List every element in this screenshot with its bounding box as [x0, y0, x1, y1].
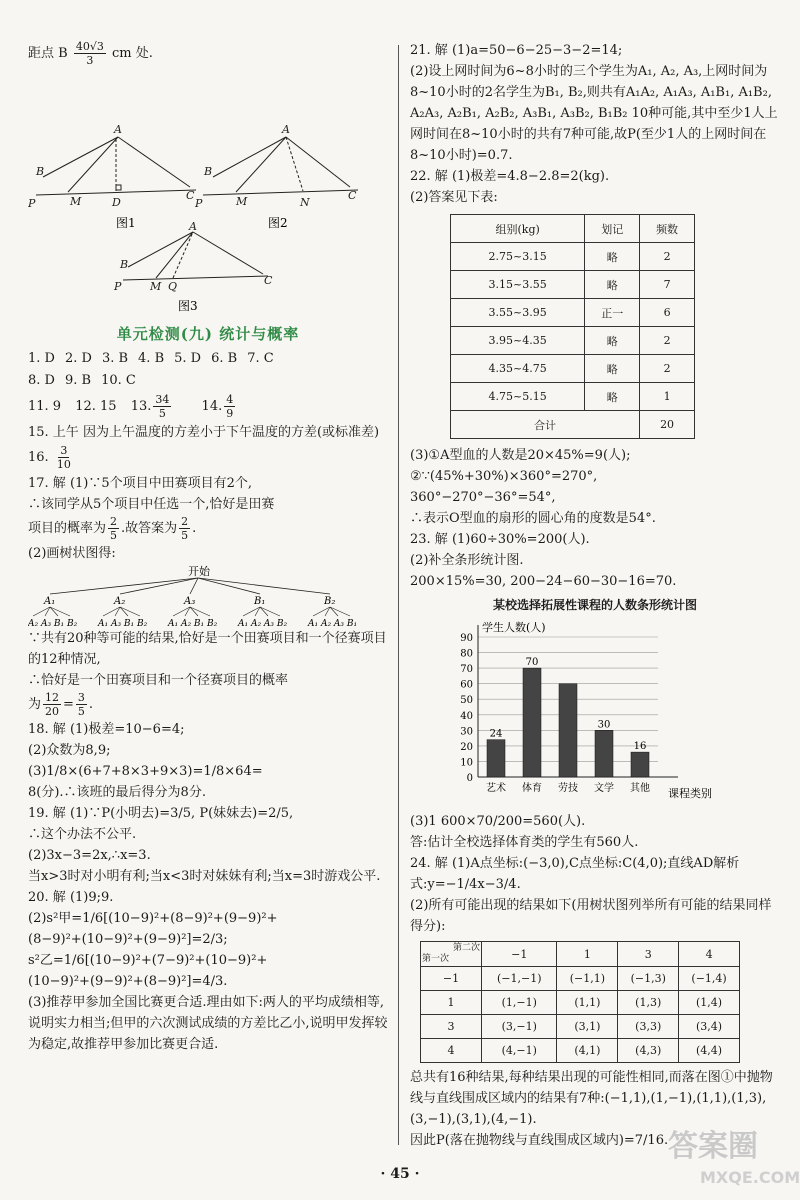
intro-text: 距点 B — [28, 46, 68, 61]
answer-item: 7. C — [247, 351, 274, 366]
frac-den: 3 — [86, 54, 94, 67]
q22-line4: ②∵(45%+30%)×360°=270°, — [410, 469, 598, 484]
section-title: 单元检测(九) 统计与概率 — [116, 325, 300, 343]
y-tick-label: 50 — [460, 695, 473, 707]
bar-value-label: 30 — [597, 719, 611, 731]
table-header: −1 — [482, 942, 557, 967]
bar-体育 — [523, 668, 541, 777]
q24-line4: 因此P(落在抛物线与直线围成区域内)=7/16. — [410, 1133, 669, 1148]
table-header: 1 — [557, 942, 618, 967]
bar-chart — [410, 617, 780, 807]
q20-line4: s²乙=1/6[(10−9)²+(7−9)²+(10−9)²+ — [28, 953, 268, 968]
svg-text:M: M — [70, 195, 82, 208]
q20-line3: (8−9)²+(10−9)²+(9−9)²]=2/3; — [28, 932, 228, 947]
svg-text:N: N — [300, 196, 310, 209]
table-corner: 第二次 第一次 — [421, 942, 482, 967]
intro-tail: cm 处. — [111, 46, 153, 61]
svg-text:B: B — [36, 165, 45, 178]
tree-leaves: A₁ A₂ A₃ B₁ — [308, 619, 358, 628]
tree-leaves: A₁ A₃ B₁ B₂ — [98, 619, 148, 628]
y-tick-label: 80 — [460, 648, 473, 660]
q23-line5: 答:估计全校选择体育类的学生有560人. — [410, 835, 639, 850]
table-header: 频数 — [640, 215, 695, 243]
q20-line2: (2)s²甲=1/6[(10−9)²+(8−9)²+(9−9)²+ — [28, 911, 278, 926]
svg-text:P: P — [114, 280, 122, 293]
answer-item: 6. B — [211, 351, 238, 366]
tree-node: A₂ — [114, 596, 126, 607]
fig2-label: 图2 — [268, 216, 288, 230]
x-axis-label: 课程类别 — [668, 787, 712, 800]
svg-text:B: B — [204, 165, 213, 178]
q22-line5: 360°−270°−36°=54°, — [410, 490, 556, 505]
table-header: 组别(kg) — [451, 215, 585, 243]
svg-text:C: C — [348, 189, 357, 202]
figure-2 — [203, 137, 358, 195]
fig3-label: 图3 — [178, 299, 198, 313]
q22-line1: 22. 解 (1)极差=4.8−2.8=2(kg). — [410, 169, 610, 184]
table-row: 4.35~4.75 略 2 — [451, 355, 695, 383]
table-row: 2.75~3.15 略 2 — [451, 243, 695, 271]
q18-line4: 8(分).∴该班的最后得分为8分. — [28, 785, 206, 800]
y-tick-label: 0 — [466, 773, 473, 784]
q17-line4: (2)画树状图得: — [28, 546, 116, 561]
triangle-figure-3 — [28, 222, 388, 317]
table-header: 4 — [679, 942, 740, 967]
answer-item: 14. — [201, 399, 223, 414]
bar-value-label: 70 — [525, 657, 539, 669]
y-tick-label: 10 — [460, 757, 473, 769]
q20-line6: (3)推荐甲参加全国比赛更合适.理由如下:两人的平均成绩相等,说明实力相当;但甲的六次测试成绩的方差比乙小,说明甲发挥较为稳定,故推荐甲参加比赛更合适. — [28, 995, 388, 1052]
bar-value-label: 24 — [489, 728, 503, 740]
svg-text:P: P — [195, 197, 203, 210]
q24-line2: (2)所有可能出现的结果如下(用树状图列举所有可能的结果同样得分): — [410, 898, 772, 934]
answer-item: 3. B — [101, 351, 129, 366]
bar-value-label: 16 — [633, 741, 647, 753]
tree-leaves: A₁ A₂ B₁ B₂ — [168, 619, 218, 628]
tree-node: B₂ — [324, 596, 336, 607]
q21-line1: 21. 解 (1)a=50−6−25−3−2=14; — [410, 43, 623, 58]
x-tick-label: 体育 — [522, 783, 542, 794]
bar-文学 — [595, 730, 613, 777]
x-tick-label: 艺术 — [486, 783, 506, 794]
q17-line3: 项目的概率为 $\frac{2}{5}$ .故答案为 $\frac{2}{5}$ . — [28, 515, 197, 542]
watermark-logo: 答案圈 — [668, 1129, 758, 1164]
x-tick-label: 劳技 — [558, 783, 578, 794]
outcome-table — [420, 941, 740, 1063]
frequency-table — [450, 214, 695, 439]
x-tick-label: 其他 — [630, 783, 650, 794]
svg-text:P: P — [28, 197, 36, 210]
q18-line2: (2)众数为8,9; — [28, 743, 111, 758]
fraction: $\frac{34}{5}$ — [155, 393, 170, 420]
fill-answers — [28, 392, 388, 422]
svg-text:A: A — [189, 222, 197, 233]
answer-item: 2. D — [64, 351, 92, 366]
frac-num: 40√3 — [75, 40, 104, 53]
column-divider — [398, 45, 399, 1145]
tree-start: 开始 — [188, 565, 210, 578]
q18-line1: 18. 解 (1)极差=10−6=4; — [28, 722, 185, 737]
table-row: 3.55~3.95 正一 6 — [451, 299, 695, 327]
q22-line6: ∴表示O型血的扇形的圆心角的度数是54°. — [410, 511, 656, 526]
q17-line7: 为 $\frac{12}{20}$ = $\frac{3}{5}$ . — [28, 691, 94, 718]
q19-line1: 19. 解 (1)∵P(小明去)=3/5, P(妹妹去)=2/5, — [28, 806, 294, 821]
tree-leaves: A₁ A₂ A₃ B₂ — [238, 619, 288, 628]
intro-line — [28, 40, 388, 67]
y-tick-label: 30 — [460, 726, 473, 738]
q23-line1: 23. 解 (1)60÷30%=200(人). — [410, 532, 590, 547]
q18-line3: (3)1/8×(6+7+8×3+9×3)=1/8×64= — [28, 764, 263, 779]
y-tick-label: 70 — [460, 664, 473, 676]
tree-leaves: A₂ A₃ B₁ B₂ — [28, 619, 78, 628]
q24-line1: 24. 解 (1)A点坐标:(−3,0),C点坐标:C(4,0);直线AD解析式:y=−1/4x−3/4. — [410, 856, 740, 892]
q22-line2: (2)答案见下表: — [410, 190, 498, 205]
fig1-label: 图1 — [116, 216, 136, 230]
table-row: −1 (−1,−1) (−1,1) (−1,3) (−1,4) — [421, 967, 740, 991]
table-row: 3.15~3.55 略 7 — [451, 271, 695, 299]
y-tick-label: 40 — [460, 710, 473, 722]
svg-text:A: A — [282, 123, 290, 136]
bar-其他 — [631, 752, 649, 777]
table-row: 1 (1,−1) (1,1) (1,3) (1,4) — [421, 991, 740, 1015]
bar-劳技 — [559, 684, 577, 777]
y-tick-label: 60 — [460, 679, 473, 691]
page-number: · 45 · — [380, 1166, 420, 1182]
fraction: $\frac{4}{9}$ — [226, 393, 234, 420]
svg-text:B: B — [120, 258, 129, 271]
answer-item: 1. D — [28, 351, 55, 366]
watermark-url: MXQE.COM — [700, 1168, 800, 1187]
left-column — [28, 40, 388, 1055]
q21-line2: (2)设上网时间为6~8小时的三个学生为A₁, A₂, A₃,上网时间为8~10小时的2名学生为B₁, B₂,则共有A₁A₂, A₁A₃, A₁B₁, A₁B₂, A₂A₃, A₂B₁, A₂B₂, A₃B₁, A₃B₂, B₁B₂ 10种可能,其中至少1人上网时间在8~10小时的共有7种可能,故P(至少1人的上网时间在8~10小时)=0.7. — [410, 64, 778, 163]
answer-item: 9. B — [64, 373, 92, 388]
svg-text:C: C — [264, 274, 273, 287]
q20-line1: 20. 解 (1)9;9. — [28, 890, 114, 905]
y-axis-label: 学生人数(人) — [482, 621, 546, 634]
right-column — [410, 40, 780, 1151]
y-tick-label: 90 — [460, 633, 473, 644]
svg-text:Q: Q — [168, 280, 178, 293]
intro-fraction — [74, 40, 106, 67]
svg-text:D: D — [112, 196, 121, 209]
table-header: 3 — [618, 942, 679, 967]
table-row: 3.95~4.35 略 2 — [451, 327, 695, 355]
y-tick-label: 20 — [460, 741, 473, 753]
q19-line2: ∴这个办法不公平. — [28, 827, 137, 842]
table-row: 4.75~5.15 略 1 — [451, 383, 695, 411]
answer-item: 4. B — [138, 351, 165, 366]
choice-answers-2 — [28, 370, 388, 392]
answer-item: 8. D — [28, 373, 55, 388]
choice-answers-1 — [28, 348, 388, 370]
q22-line3: (3)①A型血的人数是20×45%=9(人); — [410, 448, 631, 463]
tree-node: B₁ — [254, 596, 266, 607]
q20-line5: (10−9)²+(9−9)²+(8−9)²]=4/3. — [28, 974, 228, 989]
svg-text:A: A — [114, 123, 122, 136]
svg-text:M: M — [236, 195, 248, 208]
q23-line2: (2)补全条形统计图. — [410, 553, 524, 568]
q19-line3: (2)3x−3=2x,∴x=3. — [28, 848, 151, 863]
q23-line4: (3)1 600×70/200=560(人). — [410, 814, 586, 829]
answer-item: 5. D — [174, 351, 202, 366]
table-header: 划记 — [585, 215, 640, 243]
answer-item: 12. 15 — [75, 399, 117, 414]
tree-node: A₃ — [184, 596, 196, 607]
x-tick-label: 文学 — [594, 783, 614, 794]
q15-answer: 15. 上午 因为上午温度的方差小于下午温度的方差(或标准差) — [28, 425, 380, 440]
table-row: 3 (3,−1) (3,1) (3,3) (3,4) — [421, 1015, 740, 1039]
chart-title: 某校选择拓展性课程的人数条形统计图 — [492, 598, 697, 612]
tree-diagram — [28, 564, 388, 628]
q17-line6: ∴恰好是一个田赛项目和一个径赛项目的概率 — [28, 673, 289, 688]
q16-answer: 16. $\frac{3}{10}$ — [28, 444, 71, 471]
svg-text:C: C — [186, 189, 195, 202]
q17-line2: ∴该同学从5个项目中任选一个,恰好是田赛 — [28, 497, 275, 512]
answer-item: 11. 9 — [28, 399, 62, 414]
table-total-row: 合计 20 — [451, 411, 695, 439]
bar-艺术 — [487, 740, 505, 777]
table-row: 4 (4,−1) (4,1) (4,3) (4,4) — [421, 1039, 740, 1063]
q23-line3: 200×15%=30, 200−24−60−30−16=70. — [410, 574, 677, 589]
q17-line1: 17. 解 (1)∵5个项目中田赛项目有2个, — [28, 476, 253, 491]
svg-text:M: M — [150, 280, 162, 293]
figure-1 — [36, 137, 196, 195]
tree-node: A₁ — [44, 596, 56, 607]
q19-line4: 当x>3时对小明有利;当x<3时对妹妹有利;当x=3时游戏公平. — [28, 869, 381, 884]
q17-line5: ∵共有20种等可能的结果,恰好是一个田赛项目和一个径赛项目的12种情况, — [28, 631, 387, 667]
q24-line3: 总共有16种结果,每种结果出现的可能性相同,而落在图①中抛物线与直线围成区域内的结果有7种:(−1,1),(1,−1),(1,1),(1,3),(3,−1),(3,1),(4,−1). — [410, 1070, 773, 1127]
answer-item: 10. C — [101, 373, 136, 388]
answer-item: 13. — [130, 399, 152, 414]
